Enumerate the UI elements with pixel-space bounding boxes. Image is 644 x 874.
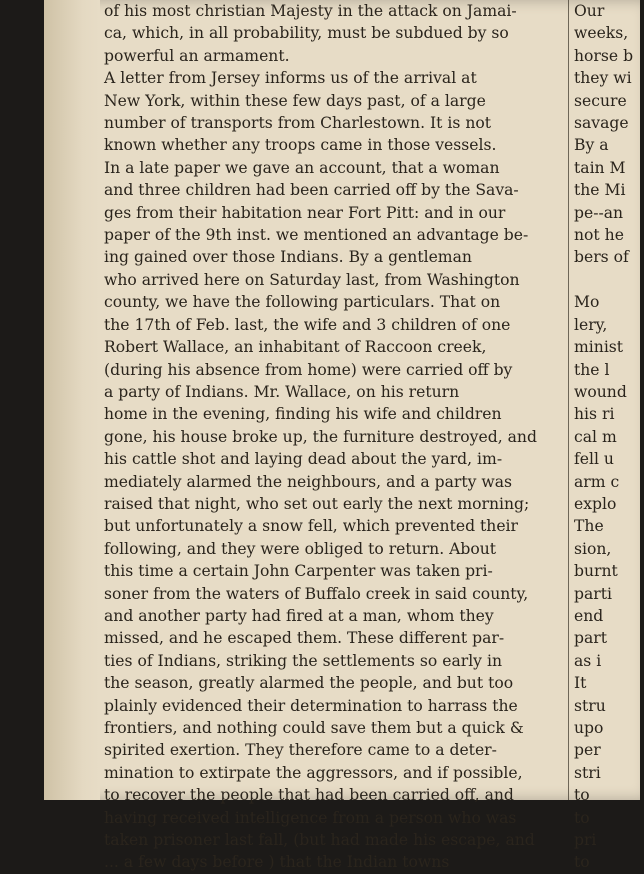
article-line: Robert Wallace, an inhabitant of Raccoon creek, [104,338,487,357]
adjacent-column-line: to [574,808,590,827]
adjacent-column-line: his ri [574,405,615,424]
adjacent-column-line: fell u [574,450,614,469]
article-line: a party of Indians. Mr. Wallace, on his return [104,382,460,401]
article-line: ing gained over those Indians. By a gentleman [104,248,472,267]
article-line: (during his absence from home) were carried off by [104,360,513,379]
article-line: this time a certain John Carpenter was taken pri- [104,562,493,581]
adjacent-column [574,0,644,874]
adjacent-column-line: Our [574,2,605,20]
article-line: number of transports from Charlestown. It is not [104,114,492,133]
adjacent-column-line: horse b [574,46,634,65]
article-line: powerful an armament. [104,46,290,65]
article-line: spirited exertion. They therefore came to a deter- [104,741,497,760]
article-line: plainly evidenced their determination to harrass the [104,696,518,715]
adjacent-column-line: By a [574,136,609,155]
article-line: the 17th of Feb. last, the wife and 3 children of one [104,315,511,334]
article-line: frontiers, and nothing could save them but a quick & [104,719,524,737]
article-line: mediately alarmed the neighbours, and a party was [104,472,513,491]
article-line: A letter from Jersey informs us of the arrival at [104,69,477,88]
adjacent-column-line: cal m [574,427,617,446]
article-line: paper of the 9th inst. we mentioned an advantage be- [104,226,529,245]
adjacent-column-line: savage [574,114,629,133]
adjacent-column-line: the Mi [574,181,626,200]
adjacent-column-line: to [574,853,590,872]
adjacent-column-line: The [574,517,604,536]
adjacent-column-line: parti [574,584,612,603]
adjacent-column-line: to [574,786,590,805]
adjacent-column-line: stru [574,696,606,715]
article-line: ca, which, in all probability, must be subdued by so [104,24,509,43]
article-line: his cattle shot and laying dead about the yard, im- [104,450,503,469]
adjacent-column-line: as i [574,651,602,670]
adjacent-column-line [574,269,644,291]
adjacent-column-line: stri [574,763,601,782]
article-line: and three children had been carried off by the Sava- [104,181,519,200]
article-line: and another party had fired at a man, whom they [104,606,494,625]
adjacent-column-line: pri [574,831,597,850]
article-line: county, we have the following particulars. That on [104,293,501,312]
article-line: but unfortunately a snow fell, which prevented their [104,517,518,536]
newspaper-page [44,0,640,872]
adjacent-column-line: per [574,741,601,760]
article-line: gone, his house broke up, the furniture destroyed, and [104,427,537,446]
adjacent-column-line: bers of [574,248,629,267]
adjacent-column-line: minist [574,338,624,357]
article-line: following, and they were obliged to return. About [104,539,497,558]
article-line: New York, within these few days past, of a large [104,91,486,110]
adjacent-column-line: part [574,629,607,648]
article-line: ties of Indians, striking the settlements so early in [104,651,502,670]
article-column [104,0,562,874]
article-line: ... a few days before ) that the Indian towns [104,853,450,872]
adjacent-column-line: upo [574,719,604,737]
adjacent-column-line: wound [574,382,627,401]
article-line: home in the evening, finding his wife and children [104,405,502,424]
adjacent-column-line: sion, [574,539,612,558]
article-line: mination to extirpate the aggressors, and if possible, [104,763,523,782]
page-fold-shadow [44,0,100,800]
article-line: In a late paper we gave an account, that a woman [104,158,500,177]
adjacent-column-line: explo [574,494,617,513]
article-line: who arrived here on Saturday last, from Washington [104,270,520,289]
adjacent-column-line: pe--an [574,203,624,222]
adjacent-column-line: tain M [574,158,626,177]
adjacent-column-line: they wi [574,69,632,88]
adjacent-column-line: end [574,606,604,625]
article-line: to recover the people that had been carried off, and [104,786,514,805]
adjacent-column-line: secure [574,91,627,110]
article-line: of his most christian Majesty in the attack on Jamai- [104,2,517,20]
adjacent-column-line: burnt [574,562,618,581]
article-line: the season, greatly alarmed the people, and but too [104,674,514,693]
adjacent-column-line: the l [574,360,610,379]
article-line: taken prisoner last fall, (but had made his escape, and [104,831,535,850]
adjacent-column-line: arm c [574,472,620,491]
article-line: missed, and he escaped them. These different par- [104,629,505,648]
column-divider [568,0,569,800]
article-line: soner from the waters of Buffalo creek in said county, [104,584,529,603]
article-line: known whether any troops came in those vessels. [104,136,497,155]
adjacent-column-line: Mo [574,293,600,312]
adjacent-column-line: lery, [574,315,608,334]
article-line: ges from their habitation near Fort Pitt: and in our [104,203,506,222]
adjacent-column-line: It [574,674,587,693]
adjacent-column-line: not he [574,226,624,245]
article-line: raised that night, who set out early the next morning; [104,494,530,513]
article-line: having received intelligence from a person who was [104,808,517,827]
adjacent-column-line: weeks, [574,24,629,43]
